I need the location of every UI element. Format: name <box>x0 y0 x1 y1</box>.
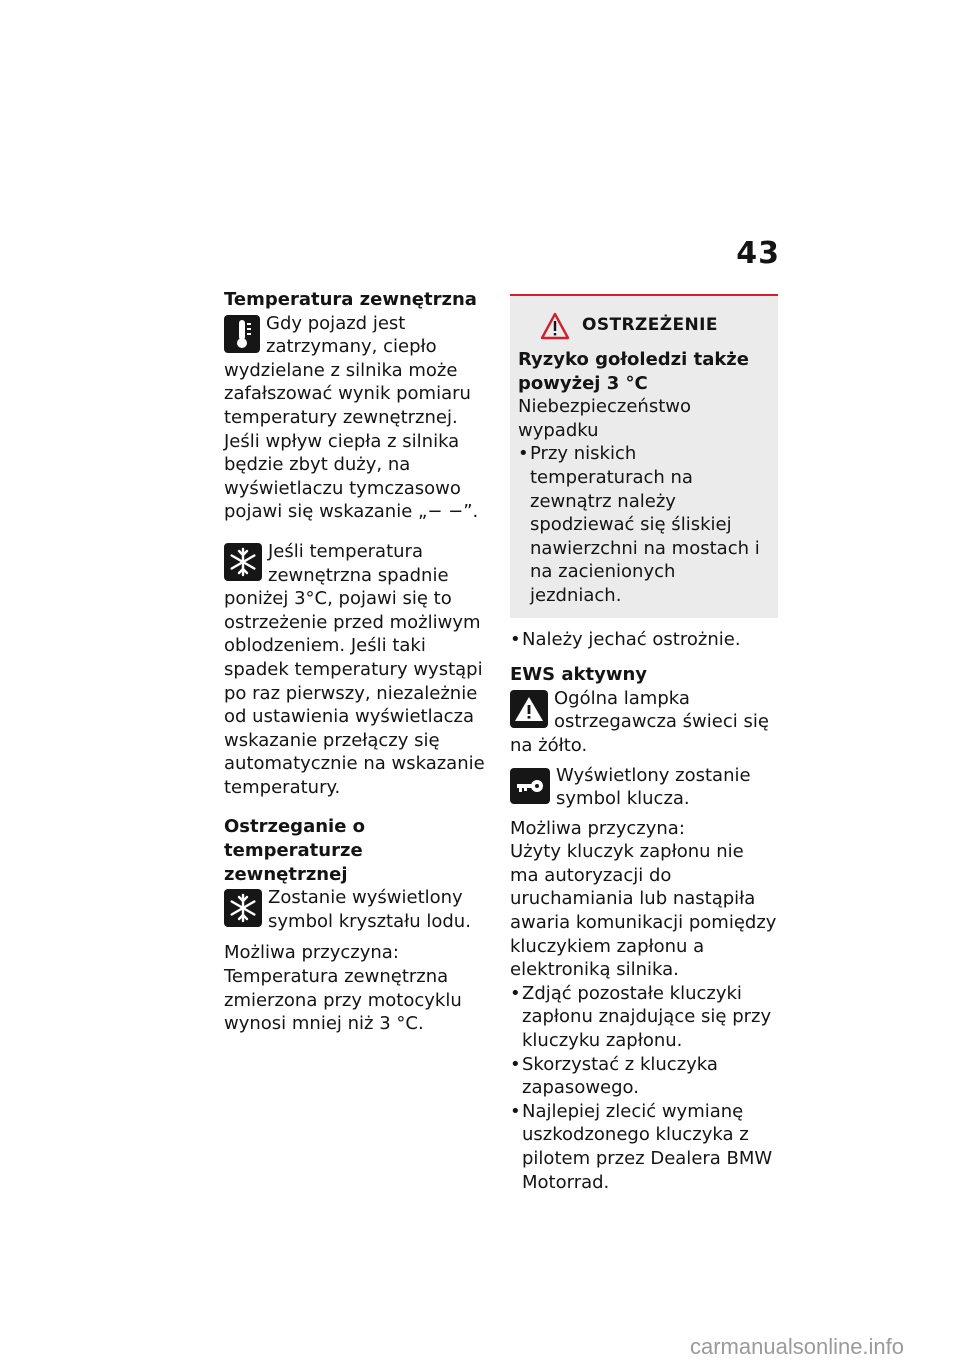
caution-bullets <box>510 628 778 652</box>
outside-temperature-warning-section <box>224 815 490 1035</box>
ice-crystal-paragraph <box>224 886 490 933</box>
list-item: • Zdjąć pozostałe kluczyki zapłonu znajdujące się przy kluczyku zapłonu. <box>510 982 778 1053</box>
section-heading: Ostrzeganie o temperaturze zewnętrznej <box>224 816 366 885</box>
warning-box <box>510 294 778 618</box>
list-item: • Przy niskich temperaturach na zewnątrz należy spodziewać się śliskiej nawierzchni na mostach i na zacienionych jezdniach. <box>518 442 770 607</box>
frost-text: Jeśli temperatura zewnętrzna spadnie poniżej 3°C, pojawi się to ostrzeżenie przed możliwym oblodzeniem. Jeśli taki spadek temperatury wystąpi po raz pierwszy, niezależnie od ustawienia wyświetlacza wskazanie przełączy się automatycznie na wskazanie temperatury. <box>224 540 485 798</box>
general-warning-lamp-icon <box>510 690 548 728</box>
section-heading: Temperatura zewnętrzna <box>224 289 477 310</box>
thermometer-paragraph <box>224 312 490 524</box>
key-symbol-paragraph <box>510 758 778 811</box>
warning-triangle-icon <box>540 312 570 340</box>
snowflake-icon <box>224 543 262 581</box>
warning-heading: Ryzyko gołoledzi także powyżej 3 °C <box>518 349 749 394</box>
warning-title: OSTRZEŻENIE <box>582 315 718 336</box>
key-icon <box>510 768 550 804</box>
section-heading: EWS aktywny <box>510 664 648 686</box>
warning-subheading: Niebezpieczeństwo wypadku <box>518 396 691 441</box>
snowflake-icon <box>224 889 262 927</box>
cause-label: Możliwa przyczyna: <box>510 817 685 839</box>
cause-text: Użyty kluczyk zapłonu nie ma autoryzacji do uruchamiania lub nastąpiła awaria komunikacji pomiędzy kluczykiem zapłonu a elektroniką silnika. <box>510 841 777 981</box>
watermark: carmanualsonline.info <box>690 1334 905 1359</box>
left-column <box>224 288 490 1052</box>
page-number: 43 <box>736 236 780 271</box>
warning-header <box>540 312 770 340</box>
frost-warning-info <box>224 540 490 800</box>
ews-section <box>510 663 778 1194</box>
warning-lamp-paragraph <box>510 687 778 758</box>
cause-text: Temperatura zewnętrzna zmierzona przy motocyklu wynosi mniej niż 3 °C. <box>224 966 462 1035</box>
list-item: • Skorzystać z kluczyka zapasowego. <box>510 1053 778 1100</box>
key-symbol-text: Wyświetlony zostanie symbol klucza. <box>556 764 751 810</box>
outside-temperature-section <box>224 288 490 524</box>
warning-bullets <box>518 442 770 607</box>
list-item: • Najlepiej zlecić wymianę uszkodzonego kluczyka z pilotem przez Dealera BMW Motorrad. <box>510 1100 778 1194</box>
thermometer-text: Gdy pojazd jest zatrzymany, ciepło wydzielane z silnika może zafałszować wynik pomiaru temperatury zewnętrznej. Jeśli wpływ ciepła z silnika będzie zbyt duży, na wyświetlaczu tymczasowo pojawi się wskazanie „− −”. <box>224 312 479 523</box>
ews-action-bullets <box>510 982 778 1194</box>
frost-paragraph <box>224 540 490 800</box>
cause-label: Możliwa przyczyna: <box>224 942 399 964</box>
right-column <box>510 294 778 1194</box>
list-item: • Należy jechać ostrożnie. <box>510 628 778 652</box>
ice-crystal-text: Zostanie wyświetlony symbol kryształu lodu. <box>268 887 471 932</box>
warning-lamp-text: Ogólna lampka ostrzegawcza świeci się na żółto. <box>510 687 769 756</box>
thermometer-icon <box>224 315 260 353</box>
